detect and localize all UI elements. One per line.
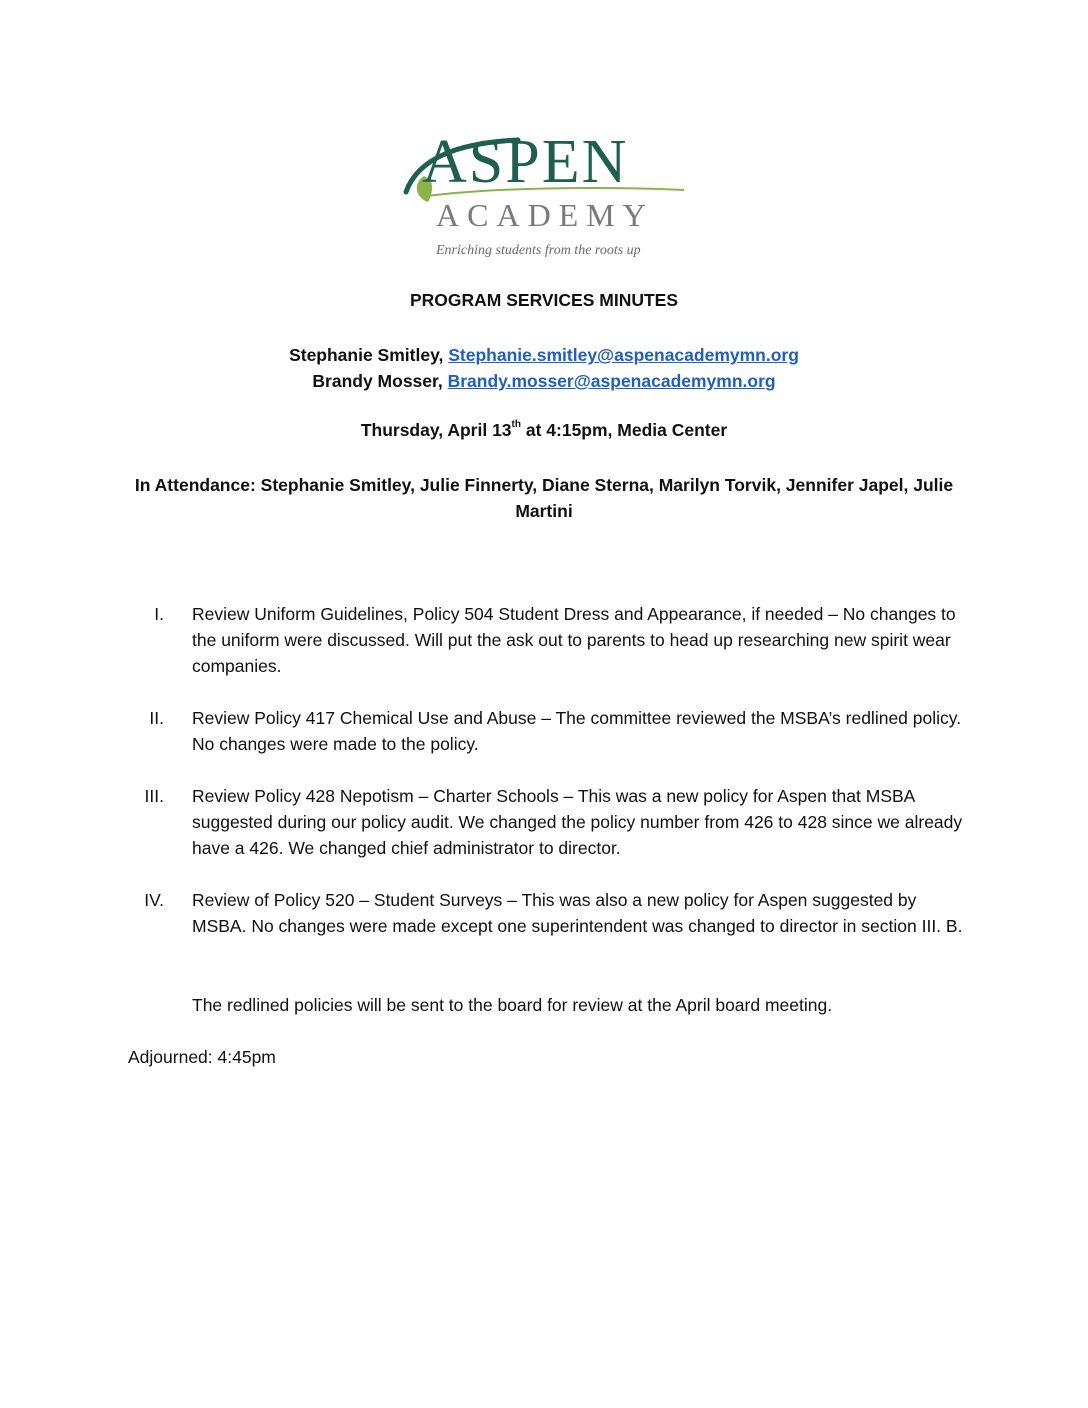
contact-line	[0, 342, 1088, 368]
logo-name: ASPEN	[422, 128, 629, 196]
date-ordinal-suffix: th	[511, 419, 521, 431]
item-text: Review of Policy 520 – Student Surveys – This was also a new policy for Aspen suggested by MSBA. No changes were made except one superintendent was changed to director in section III. B.	[192, 890, 963, 936]
contacts-block	[0, 342, 1088, 394]
logo-subname: ACADEMY	[436, 197, 654, 233]
agenda-item	[128, 705, 968, 757]
adjourned-time: Adjourned: 4:45pm	[128, 1047, 276, 1067]
aspen-academy-logo	[398, 118, 690, 266]
agenda-item	[128, 887, 968, 939]
logo-graphic	[398, 118, 690, 266]
contact-line	[0, 368, 1088, 394]
agenda-item	[128, 601, 968, 679]
attendance-list: In Attendance: Stephanie Smitley, Julie Finnerty, Diane Sterna, Marilyn Torvik, Jennifer Japel, Julie Martini	[134, 475, 954, 521]
item-numeral: IV.	[144, 890, 164, 910]
page-title: PROGRAM SERVICES MINUTES	[409, 290, 679, 310]
item-numeral: III.	[144, 786, 164, 806]
contact-name: Brandy Mosser,	[312, 371, 443, 391]
meeting-date: Thursday, April 13	[360, 420, 512, 440]
item-text: Review Policy 428 Nepotism – Charter Schools – This was a new policy for Aspen that MSBA suggested during our policy audit. We changed the policy number from 426 to 428 since we already have a 426. We changed chief administrator to director.	[192, 786, 963, 858]
agenda-item	[128, 783, 968, 861]
item-numeral: I.	[154, 604, 164, 624]
item-text: Review Uniform Guidelines, Policy 504 Student Dress and Appearance, if needed – No changes to the uniform were discussed. Will put the ask out to parents to head up researching new spirit wear companies.	[192, 604, 956, 676]
item-text: Review Policy 417 Chemical Use and Abuse – The committee reviewed the MSBA’s redlined policy. No changes were made to the policy.	[192, 708, 962, 754]
agenda-items	[128, 601, 968, 965]
contact-name: Stephanie Smitley,	[289, 345, 444, 365]
closing-note: The redlined policies will be sent to the board for review at the April board meeting.	[192, 995, 833, 1015]
contact-email-link[interactable]: Stephanie.smitley@aspenacademymn.org	[448, 345, 799, 365]
meeting-details	[0, 420, 1088, 441]
contact-email-link[interactable]: Brandy.mosser@aspenacademymn.org	[447, 371, 776, 391]
logo-tagline: Enriching students from the roots up	[436, 243, 641, 258]
item-numeral: II.	[149, 708, 164, 728]
meeting-time-location: at 4:15pm, Media Center	[521, 420, 728, 440]
